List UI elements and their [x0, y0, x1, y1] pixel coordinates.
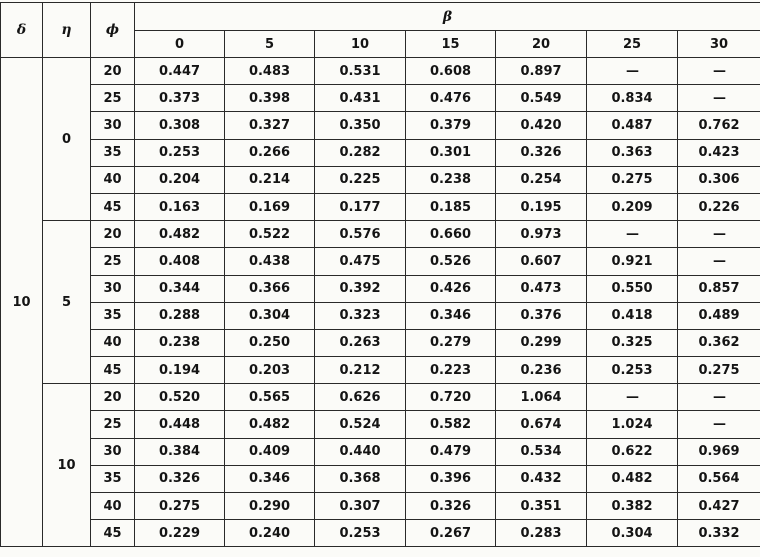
coefficient-cell: 0.194 — [135, 357, 225, 384]
coefficient-cell: 0.283 — [496, 520, 587, 547]
coefficient-cell: 0.169 — [225, 193, 315, 220]
coefficient-cell: 0.346 — [406, 302, 496, 329]
coefficient-cell: 1.064 — [496, 384, 587, 411]
phi-value-cell: 30 — [91, 438, 135, 465]
coefficient-cell: 0.534 — [496, 438, 587, 465]
table-row — [1, 465, 760, 492]
coefficient-cell: 0.432 — [496, 465, 587, 492]
coefficient-cell: 0.212 — [315, 357, 406, 384]
table-row — [1, 58, 760, 85]
phi-value-cell: 30 — [91, 275, 135, 302]
coefficient-cell: 0.326 — [406, 493, 496, 520]
coefficient-cell: 0.209 — [587, 193, 678, 220]
beta-value-header: 5 — [225, 31, 315, 58]
coefficient-cell: — — [678, 248, 760, 275]
coefficient-cell: 0.482 — [587, 465, 678, 492]
coefficient-cell: 0.392 — [315, 275, 406, 302]
coefficient-cell: 0.304 — [587, 520, 678, 547]
coefficient-cell: 0.475 — [315, 248, 406, 275]
table-row — [1, 411, 760, 438]
header-phi: ϕ — [91, 3, 135, 58]
table-row — [1, 139, 760, 166]
coefficient-cell: 0.344 — [135, 275, 225, 302]
coefficient-cell: 0.288 — [135, 302, 225, 329]
coefficient-cell: 0.195 — [496, 193, 587, 220]
table-row — [1, 302, 760, 329]
phi-value-cell: 30 — [91, 112, 135, 139]
coefficient-cell: 0.253 — [135, 139, 225, 166]
coefficient-cell: 0.396 — [406, 465, 496, 492]
coefficient-cell: 0.214 — [225, 166, 315, 193]
coefficient-cell: 0.720 — [406, 384, 496, 411]
phi-value-cell: 20 — [91, 58, 135, 85]
beta-value-header: 15 — [406, 31, 496, 58]
coefficient-cell: 0.473 — [496, 275, 587, 302]
coefficient-cell: 0.524 — [315, 411, 406, 438]
coefficient-table — [0, 2, 760, 547]
coefficient-cell: 0.409 — [225, 438, 315, 465]
coefficient-cell: 0.275 — [587, 166, 678, 193]
coefficient-cell: — — [678, 411, 760, 438]
coefficient-cell: 0.418 — [587, 302, 678, 329]
beta-value-header: 30 — [678, 31, 760, 58]
table-row — [1, 275, 760, 302]
header-delta: δ — [1, 3, 43, 58]
coefficient-cell: 0.327 — [225, 112, 315, 139]
beta-value-header: 20 — [496, 31, 587, 58]
coefficient-cell: 0.351 — [496, 493, 587, 520]
coefficient-cell: 0.379 — [406, 112, 496, 139]
coefficient-cell: 0.267 — [406, 520, 496, 547]
coefficient-cell: 0.522 — [225, 221, 315, 248]
coefficient-cell: 0.607 — [496, 248, 587, 275]
table-row — [1, 384, 760, 411]
phi-value-cell: 35 — [91, 465, 135, 492]
header-beta: β — [135, 3, 760, 31]
coefficient-cell: 1.024 — [587, 411, 678, 438]
coefficient-cell: — — [678, 384, 760, 411]
coefficient-cell: 0.362 — [678, 329, 760, 356]
coefficient-cell: 0.366 — [225, 275, 315, 302]
coefficient-cell: 0.476 — [406, 85, 496, 112]
coefficient-cell: 0.487 — [587, 112, 678, 139]
coefficient-cell: 0.275 — [678, 357, 760, 384]
coefficient-cell: 0.674 — [496, 411, 587, 438]
coefficient-cell: 0.857 — [678, 275, 760, 302]
coefficient-cell: — — [587, 384, 678, 411]
coefficient-cell: 0.229 — [135, 520, 225, 547]
coefficient-cell: 0.526 — [406, 248, 496, 275]
coefficient-cell: 0.565 — [225, 384, 315, 411]
coefficient-cell: 0.608 — [406, 58, 496, 85]
coefficient-cell: 0.236 — [496, 357, 587, 384]
phi-value-cell: 45 — [91, 357, 135, 384]
eta-value-cell: 0 — [43, 58, 91, 221]
coefficient-cell: 0.350 — [315, 112, 406, 139]
coefficient-cell: 0.326 — [496, 139, 587, 166]
coefficient-cell: 0.440 — [315, 438, 406, 465]
coefficient-cell: 0.290 — [225, 493, 315, 520]
coefficient-cell: 0.622 — [587, 438, 678, 465]
coefficient-cell: 0.973 — [496, 221, 587, 248]
coefficient-cell: 0.382 — [587, 493, 678, 520]
phi-value-cell: 45 — [91, 520, 135, 547]
coefficient-cell: 0.431 — [315, 85, 406, 112]
coefficient-cell: 0.384 — [135, 438, 225, 465]
coefficient-cell: 0.223 — [406, 357, 496, 384]
table-row — [1, 357, 760, 384]
coefficient-cell: 0.301 — [406, 139, 496, 166]
phi-value-cell: 35 — [91, 139, 135, 166]
coefficient-cell: 0.376 — [496, 302, 587, 329]
coefficient-cell: 0.307 — [315, 493, 406, 520]
coefficient-cell: 0.325 — [587, 329, 678, 356]
coefficient-cell: 0.448 — [135, 411, 225, 438]
coefficient-cell: 0.266 — [225, 139, 315, 166]
phi-value-cell: 40 — [91, 166, 135, 193]
coefficient-cell: 0.368 — [315, 465, 406, 492]
coefficient-cell: 0.626 — [315, 384, 406, 411]
coefficient-cell: 0.254 — [496, 166, 587, 193]
coefficient-cell: 0.238 — [135, 329, 225, 356]
table-row — [1, 166, 760, 193]
coefficient-cell: 0.279 — [406, 329, 496, 356]
phi-value-cell: 45 — [91, 193, 135, 220]
coefficient-cell: 0.326 — [135, 465, 225, 492]
coefficient-cell: 0.398 — [225, 85, 315, 112]
beta-value-header: 0 — [135, 31, 225, 58]
coefficient-cell: — — [678, 221, 760, 248]
coefficient-cell: 0.408 — [135, 248, 225, 275]
coefficient-cell: 0.426 — [406, 275, 496, 302]
coefficient-cell: 0.549 — [496, 85, 587, 112]
beta-value-header: 10 — [315, 31, 406, 58]
coefficient-cell: 0.660 — [406, 221, 496, 248]
coefficient-cell: 0.550 — [587, 275, 678, 302]
coefficient-cell: 0.427 — [678, 493, 760, 520]
table-row — [1, 438, 760, 465]
phi-value-cell: 20 — [91, 384, 135, 411]
phi-value-cell: 40 — [91, 329, 135, 356]
coefficient-cell: 0.363 — [587, 139, 678, 166]
coefficient-cell: 0.483 — [225, 58, 315, 85]
phi-value-cell: 20 — [91, 221, 135, 248]
coefficient-cell: 0.240 — [225, 520, 315, 547]
header-eta: η — [43, 3, 91, 58]
coefficient-cell: — — [587, 58, 678, 85]
coefficient-cell: 0.564 — [678, 465, 760, 492]
coefficient-cell: 0.275 — [135, 493, 225, 520]
table-row — [1, 193, 760, 220]
table-row — [1, 520, 760, 547]
coefficient-cell: — — [678, 58, 760, 85]
coefficient-cell: 0.282 — [315, 139, 406, 166]
coefficient-cell: 0.177 — [315, 193, 406, 220]
table-row — [1, 493, 760, 520]
phi-value-cell: 35 — [91, 302, 135, 329]
coefficient-cell: 0.520 — [135, 384, 225, 411]
table-row — [1, 85, 760, 112]
coefficient-cell: 0.332 — [678, 520, 760, 547]
beta-value-header: 25 — [587, 31, 678, 58]
header-row-1 — [1, 3, 760, 31]
coefficient-cell: 0.304 — [225, 302, 315, 329]
coefficient-cell: 0.299 — [496, 329, 587, 356]
coefficient-cell: 0.834 — [587, 85, 678, 112]
phi-value-cell: 25 — [91, 248, 135, 275]
coefficient-cell: 0.438 — [225, 248, 315, 275]
phi-value-cell: 25 — [91, 411, 135, 438]
phi-value-cell: 40 — [91, 493, 135, 520]
coefficient-cell: 0.420 — [496, 112, 587, 139]
table-row — [1, 329, 760, 356]
coefficient-cell: 0.323 — [315, 302, 406, 329]
table-row — [1, 112, 760, 139]
coefficient-cell: 0.204 — [135, 166, 225, 193]
coefficient-cell: 0.308 — [135, 112, 225, 139]
table-row — [1, 248, 760, 275]
delta-value-cell: 10 — [1, 58, 43, 547]
coefficient-cell: 0.225 — [315, 166, 406, 193]
coefficient-cell: 0.253 — [587, 357, 678, 384]
coefficient-cell: 0.346 — [225, 465, 315, 492]
coefficient-cell: 0.921 — [587, 248, 678, 275]
table-row — [1, 221, 760, 248]
coefficient-cell: 0.250 — [225, 329, 315, 356]
coefficient-cell: 0.489 — [678, 302, 760, 329]
coefficient-cell: 0.969 — [678, 438, 760, 465]
table-body — [1, 58, 760, 547]
coefficient-cell: 0.203 — [225, 357, 315, 384]
coefficient-cell: 0.185 — [406, 193, 496, 220]
coefficient-cell: 0.423 — [678, 139, 760, 166]
coefficient-cell: 0.897 — [496, 58, 587, 85]
coefficient-cell: 0.482 — [135, 221, 225, 248]
coefficient-cell: — — [678, 85, 760, 112]
eta-value-cell: 5 — [43, 221, 91, 384]
coefficient-cell: 0.762 — [678, 112, 760, 139]
phi-value-cell: 25 — [91, 85, 135, 112]
coefficient-cell: 0.238 — [406, 166, 496, 193]
coefficient-cell: 0.447 — [135, 58, 225, 85]
coefficient-cell: 0.479 — [406, 438, 496, 465]
coefficient-cell: 0.163 — [135, 193, 225, 220]
coefficient-cell: 0.576 — [315, 221, 406, 248]
coefficient-cell: 0.253 — [315, 520, 406, 547]
coefficient-cell: 0.263 — [315, 329, 406, 356]
coefficient-cell: 0.482 — [225, 411, 315, 438]
coefficient-cell: 0.306 — [678, 166, 760, 193]
coefficient-cell: — — [587, 221, 678, 248]
coefficient-cell: 0.226 — [678, 193, 760, 220]
coefficient-cell: 0.582 — [406, 411, 496, 438]
coefficient-cell: 0.531 — [315, 58, 406, 85]
eta-value-cell: 10 — [43, 384, 91, 547]
coefficient-cell: 0.373 — [135, 85, 225, 112]
